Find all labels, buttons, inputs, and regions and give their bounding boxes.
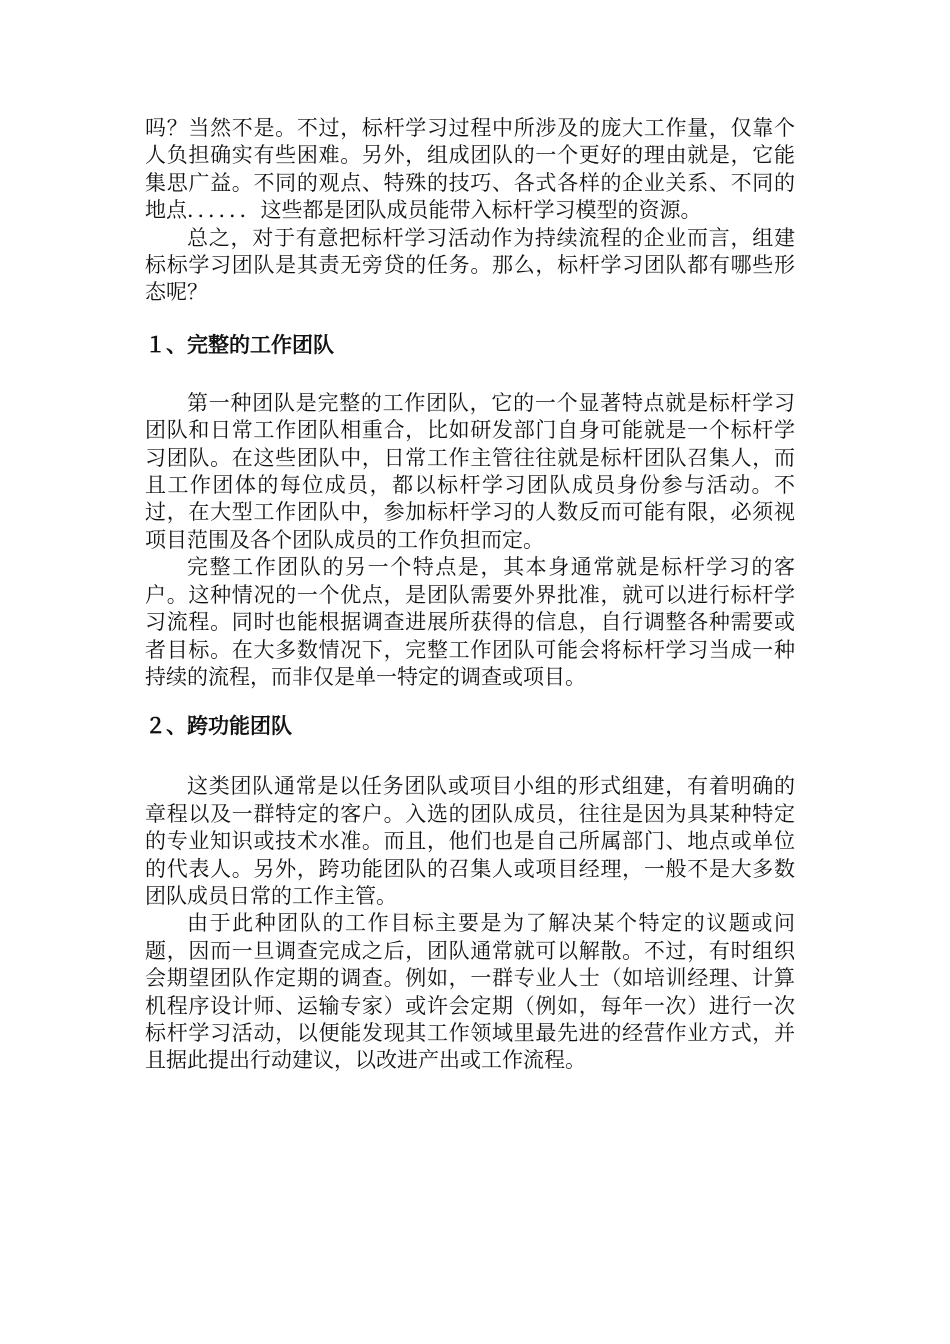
section1-paragraph-2: 完整工作团队的另一个特点是，其本身通常就是标杆学习的客户。这种情况的一个优点，是团队需要外界批准，就可以进行标杆学习流程。同时也能根据调查进展所获得的信息，自行调整各种需要或者目标。在大多数情况下，完整工作团队可能会将标杆学习当成一种持续的流程，而非仅是单一特定的调查或项目。 — [145, 555, 795, 689]
section-heading-cross-functional-team: ２、跨功能团队 — [145, 714, 292, 739]
section-heading-complete-work-team: １、完整的工作团队 — [145, 332, 334, 357]
section1-paragraph-1: 第一种团队是完整的工作团队，它的一个显著特点就是标杆学习团队和日常工作团队相重合，比如研发部门自身可能就是一个标杆学习团队。在这些团队中，日常工作主管往往就是标杆团队召集人，而且工作团体的每位成员，都以标杆学习团队成员身份参与活动。不过，在大型工作团队中，参加标杆学习的人数反而可能有限，必须视项目范围及各个团队成员的工作负担而定。 — [145, 390, 795, 552]
section2-paragraph-2: 由于此种团队的工作目标主要是为了解决某个特定的议题或问题，因而一旦调查完成之后，团队通常就可以解散。不过，有时组织会期望团队作定期的调查。例如，一群专业人士（如培训经理、计算机程序设计师、运输专家）或许会定期（例如，每年一次）进行一次标杆学习活动，以便能发现其工作领域里最先进的经营作业方式，并且据此提出行动建议，以改进产出或工作流程。 — [145, 911, 795, 1073]
intro-paragraph-continued: 吗？当然不是。不过，标杆学习过程中所涉及的庞大工作量，仅靠个人负担确实有些困难。另外，组成团队的一个更好的理由就是，它能集思广益。不同的观点、特殊的技巧、各式各样的企业关系、不同的地点．．．．．．这些都是团队成员能带入标杆学习模型的资源。 — [145, 116, 795, 223]
document-page — [145, 115, 795, 1075]
section2-paragraph-1: 这类团队通常是以任务团队或项目小组的形式组建，有着明确的章程以及一群特定的客户。入选的团队成员，往往是因为具某种特定的专业知识或技术水准。而且，他们也是自己所属部门、地点或单位的代表人。另外，跨功能团队的召集人或项目经理，一般不是大多数团队成员日常的工作主管。 — [145, 774, 795, 908]
intro-paragraph-summary: 总之，对于有意把标杆学习活动作为持续流程的企业而言，组建标标学习团队是其责无旁贷的任务。那么，标杆学习团队都有哪些形态呢？ — [145, 225, 795, 305]
